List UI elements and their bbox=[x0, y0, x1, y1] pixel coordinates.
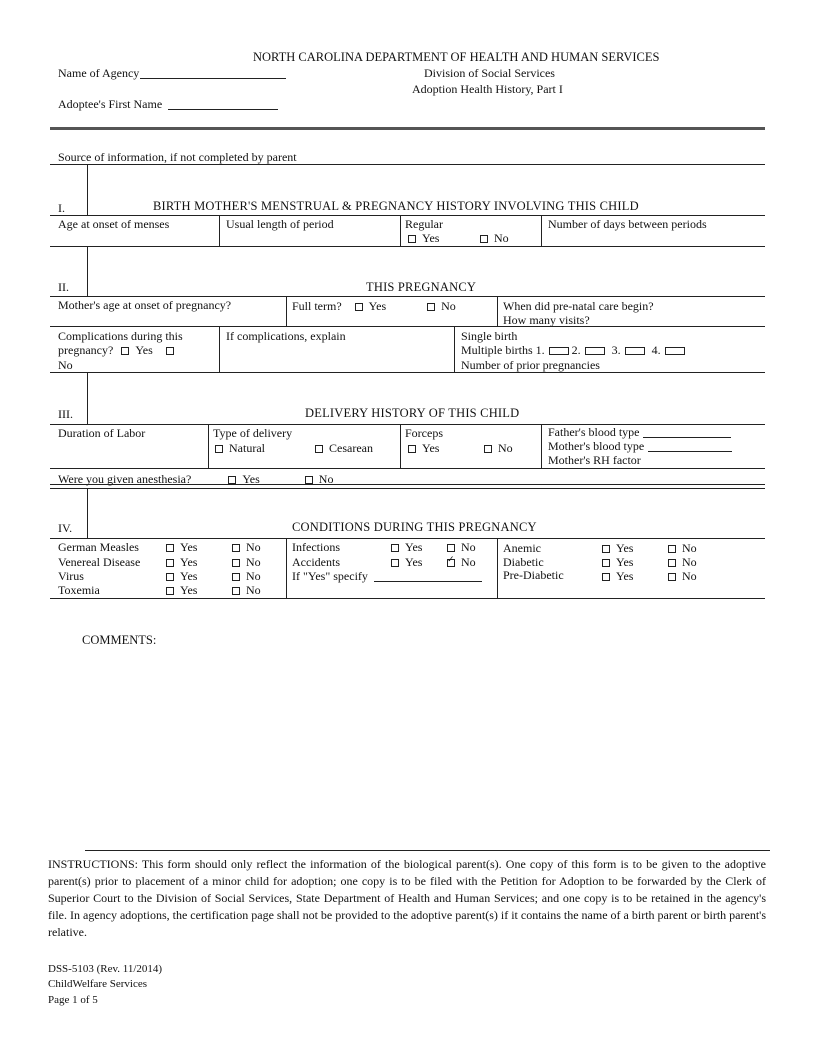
condition-yes[interactable] bbox=[166, 584, 197, 596]
agency-label: Name of Agency bbox=[58, 66, 140, 80]
delivery-type-label: Type of delivery bbox=[213, 426, 293, 440]
no-label: No bbox=[246, 540, 261, 554]
forceps-label: Forceps bbox=[405, 426, 443, 440]
no-label: No bbox=[318, 472, 334, 486]
no-label: No bbox=[682, 569, 697, 583]
divider bbox=[400, 424, 401, 468]
mother-blood-input[interactable] bbox=[648, 451, 732, 452]
specify-input[interactable] bbox=[374, 581, 482, 582]
forceps-yes-checkbox[interactable] bbox=[408, 445, 416, 453]
division-title: Division of Social Services bbox=[424, 66, 555, 80]
condition-yes-checkbox[interactable] bbox=[602, 573, 610, 581]
condition-label: Diabetic bbox=[503, 555, 544, 569]
condition-label: Anemic bbox=[503, 541, 541, 555]
multiple-2-label: 2. bbox=[571, 343, 581, 357]
no-label: No bbox=[246, 583, 261, 597]
condition-label: Infections bbox=[292, 540, 340, 554]
yes-label: Yes bbox=[422, 231, 440, 245]
anesthesia-yes-checkbox[interactable] bbox=[228, 476, 236, 484]
condition-no-checkbox[interactable] bbox=[232, 573, 240, 581]
regular-label: Regular bbox=[405, 217, 443, 231]
condition-yes-checkbox[interactable] bbox=[602, 559, 610, 567]
condition-no[interactable] bbox=[668, 556, 697, 568]
instructions-text: INSTRUCTIONS: This form should only reflect the information of the biological parent(s). One copy of this form is to be given to the adoptive parent(s) prior to placement of a minor child for adoption; one copy is to be filed with the Petition for Adoption to be forwarded by the Clerk of Superior Court to the Division of Social Services, State Department of Health and Human Services; and one copy is to be retained in the agency's file. In agency adoptions, the certification page shall not be provided to the adoptive parent(s) if it contains the name of a birth parent or birth parent's relative. bbox=[48, 857, 766, 939]
forceps-no-checkbox[interactable] bbox=[484, 445, 492, 453]
yes-label: Yes bbox=[422, 441, 440, 455]
section2-top-line bbox=[50, 296, 765, 297]
divider bbox=[454, 326, 455, 372]
condition-label: German Measles bbox=[58, 540, 139, 554]
section3-number: III. bbox=[58, 407, 73, 421]
complications-yes-checkbox[interactable] bbox=[121, 347, 129, 355]
comments-bottom-line bbox=[85, 850, 770, 851]
condition-yes-checkbox[interactable] bbox=[166, 559, 174, 567]
regular-no[interactable] bbox=[480, 232, 509, 244]
condition-no-checkbox[interactable] bbox=[668, 545, 676, 553]
condition-no[interactable] bbox=[232, 541, 261, 553]
condition-yes-checkbox[interactable] bbox=[166, 544, 174, 552]
multiple-3-label: 3. bbox=[611, 343, 621, 357]
section2-margin-line bbox=[87, 246, 88, 296]
divider bbox=[219, 215, 220, 246]
visits-label: How many visits? bbox=[503, 313, 590, 327]
condition-yes[interactable] bbox=[166, 541, 197, 553]
yes-label: Yes bbox=[616, 569, 634, 583]
divider bbox=[286, 296, 287, 326]
regular-yes-checkbox[interactable] bbox=[408, 235, 416, 243]
section4-top-line bbox=[50, 538, 765, 539]
labor-duration-label: Duration of Labor bbox=[58, 426, 146, 440]
full-term-label: Full term? bbox=[292, 299, 342, 313]
condition-label: Accidents bbox=[292, 555, 340, 569]
mother-blood-label: Mother's blood type bbox=[548, 439, 645, 453]
condition-no-checkbox[interactable] bbox=[447, 559, 455, 567]
section3-top-line bbox=[50, 424, 765, 425]
cesarean-checkbox[interactable] bbox=[315, 445, 323, 453]
full-term-yes-checkbox[interactable] bbox=[355, 303, 363, 311]
form-number: DSS-5103 (Rev. 11/2014) bbox=[48, 963, 163, 975]
no-label: No bbox=[461, 555, 476, 569]
yes-label: Yes bbox=[405, 540, 423, 554]
section1-bottom-line bbox=[50, 246, 765, 247]
multiple-births-field bbox=[461, 344, 685, 356]
condition-no-checkbox[interactable] bbox=[232, 587, 240, 595]
department-title: NORTH CAROLINA DEPARTMENT OF HEALTH AND HUMAN SERVICES bbox=[253, 50, 660, 64]
father-blood-field bbox=[548, 426, 731, 438]
explain-label: If complications, explain bbox=[226, 329, 346, 343]
section3-title: DELIVERY HISTORY OF THIS CHILD bbox=[305, 406, 520, 420]
complications-no-checkbox[interactable] bbox=[166, 347, 174, 355]
no-label: No bbox=[246, 569, 261, 583]
section1-top-line bbox=[50, 215, 765, 216]
father-blood-label: Father's blood type bbox=[548, 425, 640, 439]
full-term-field bbox=[292, 300, 456, 312]
prenatal-begin-label: When did pre-natal care begin? bbox=[503, 299, 654, 313]
condition-yes[interactable] bbox=[166, 556, 197, 568]
condition-yes-checkbox[interactable] bbox=[391, 559, 399, 567]
cesarean-label: Cesarean bbox=[329, 441, 373, 455]
divider bbox=[286, 538, 287, 598]
condition-no-checkbox[interactable] bbox=[232, 544, 240, 552]
forceps-yes[interactable] bbox=[408, 442, 439, 454]
usual-length-label: Usual length of period bbox=[226, 217, 334, 231]
condition-yes[interactable] bbox=[602, 542, 633, 554]
mother-blood-field bbox=[548, 440, 732, 452]
divider bbox=[497, 296, 498, 326]
divider bbox=[400, 215, 401, 246]
condition-yes[interactable] bbox=[391, 556, 422, 568]
condition-label: Venereal Disease bbox=[58, 555, 141, 569]
source-line bbox=[50, 164, 765, 165]
yes-label: Yes bbox=[180, 569, 198, 583]
yes-label: Yes bbox=[242, 472, 260, 486]
divider bbox=[541, 215, 542, 246]
section1-number: I. bbox=[58, 201, 65, 215]
yes-label: Yes bbox=[180, 555, 198, 569]
forceps-no[interactable] bbox=[484, 442, 513, 454]
single-birth-label: Single birth bbox=[461, 329, 518, 343]
divider bbox=[541, 424, 542, 468]
section2-number: II. bbox=[58, 280, 69, 294]
condition-yes[interactable] bbox=[166, 570, 197, 582]
days-between-label: Number of days between periods bbox=[548, 217, 707, 231]
row-line bbox=[50, 326, 765, 327]
specify-field bbox=[292, 570, 482, 582]
no-label: No bbox=[682, 555, 697, 569]
multiple-1-label: 1. bbox=[535, 343, 545, 357]
father-blood-input[interactable] bbox=[643, 437, 731, 438]
yes-label: Yes bbox=[616, 555, 634, 569]
yes-label: Yes bbox=[180, 540, 198, 554]
adoptee-input[interactable] bbox=[168, 109, 278, 110]
section3-bottom-line-2 bbox=[50, 488, 765, 489]
yes-label: Yes bbox=[368, 299, 387, 313]
specify-label: If "Yes" specify bbox=[292, 569, 368, 583]
multiple-4-box[interactable] bbox=[665, 347, 685, 355]
program-name: ChildWelfare Services bbox=[48, 978, 147, 990]
section3-bottom-line bbox=[50, 484, 765, 485]
yes-label: Yes bbox=[180, 583, 198, 597]
section4-margin-line bbox=[87, 488, 88, 538]
full-term-no-checkbox[interactable] bbox=[427, 303, 435, 311]
regular-yes[interactable] bbox=[408, 232, 439, 244]
condition-yes-checkbox[interactable] bbox=[602, 545, 610, 553]
complications-no-label: No bbox=[58, 358, 73, 372]
no-label: No bbox=[498, 441, 513, 455]
section1-margin-line bbox=[87, 165, 88, 215]
complications-label: Complications during this bbox=[58, 329, 183, 343]
condition-no-checkbox[interactable] bbox=[447, 544, 455, 552]
multiple-births-label: Multiple births bbox=[461, 343, 533, 357]
anesthesia-label: Were you given anesthesia? bbox=[58, 472, 192, 486]
divider bbox=[497, 538, 498, 598]
section2-title: THIS PREGNANCY bbox=[366, 280, 477, 294]
divider bbox=[208, 424, 209, 468]
mother-rh-label: Mother's RH factor bbox=[548, 453, 641, 467]
yes-label: Yes bbox=[616, 541, 634, 555]
condition-label: Toxemia bbox=[58, 583, 100, 597]
complications-field bbox=[58, 344, 180, 356]
delivery-natural[interactable] bbox=[215, 442, 265, 454]
condition-no-checkbox[interactable] bbox=[232, 559, 240, 567]
header-divider bbox=[50, 127, 765, 130]
multiple-2-box[interactable] bbox=[585, 347, 605, 355]
comments-label: COMMENTS: bbox=[82, 633, 157, 647]
no-label: No bbox=[441, 299, 456, 313]
condition-label: Pre-Diabetic bbox=[503, 568, 564, 582]
no-label: No bbox=[461, 540, 476, 554]
no-label: No bbox=[682, 541, 697, 555]
yes-label: Yes bbox=[135, 343, 153, 357]
regular-no-checkbox[interactable] bbox=[480, 235, 488, 243]
delivery-cesarean[interactable] bbox=[315, 442, 373, 454]
condition-yes[interactable] bbox=[602, 570, 633, 582]
condition-label: Virus bbox=[58, 569, 84, 583]
multiple-3-box[interactable] bbox=[625, 347, 645, 355]
condition-no[interactable] bbox=[668, 542, 697, 554]
no-label: No bbox=[494, 231, 509, 245]
adoptee-label: Adoptee's First Name bbox=[58, 97, 163, 111]
condition-no[interactable] bbox=[232, 584, 261, 596]
agency-input[interactable] bbox=[140, 78, 286, 79]
age-menses-label: Age at onset of menses bbox=[58, 217, 170, 231]
condition-no[interactable] bbox=[668, 570, 697, 582]
prior-pregnancies-label: Number of prior pregnancies bbox=[461, 358, 600, 372]
divider bbox=[219, 326, 220, 372]
condition-yes[interactable] bbox=[602, 556, 633, 568]
section3-margin-line bbox=[87, 372, 88, 424]
yes-label: Yes bbox=[405, 555, 423, 569]
no-label: No bbox=[246, 555, 261, 569]
form-title: Adoption Health History, Part I bbox=[412, 82, 563, 96]
condition-no[interactable] bbox=[232, 556, 261, 568]
condition-no[interactable] bbox=[447, 556, 476, 568]
page-number: Page 1 of 5 bbox=[48, 994, 98, 1006]
section4-number: IV. bbox=[58, 521, 73, 535]
section4-bottom-line bbox=[50, 598, 765, 599]
adoptee-field bbox=[58, 98, 278, 110]
condition-yes-checkbox[interactable] bbox=[166, 587, 174, 595]
condition-yes[interactable] bbox=[391, 541, 422, 553]
natural-checkbox[interactable] bbox=[215, 445, 223, 453]
condition-yes-checkbox[interactable] bbox=[166, 573, 174, 581]
condition-no-checkbox[interactable] bbox=[668, 573, 676, 581]
section2-bottom-line bbox=[50, 372, 765, 373]
multiple-4-label: 4. bbox=[651, 343, 661, 357]
mother-age-label: Mother's age at onset of pregnancy? bbox=[58, 298, 232, 312]
complications-label-2: pregnancy? bbox=[58, 343, 114, 357]
condition-no[interactable] bbox=[232, 570, 261, 582]
section1-title: BIRTH MOTHER'S MENSTRUAL & PREGNANCY HISTORY INVOLVING THIS CHILD bbox=[153, 199, 639, 213]
agency-field bbox=[58, 67, 286, 79]
condition-no-checkbox[interactable] bbox=[668, 559, 676, 567]
anesthesia-no-checkbox[interactable] bbox=[305, 476, 313, 484]
natural-label: Natural bbox=[229, 441, 265, 455]
condition-no[interactable] bbox=[447, 541, 476, 553]
condition-yes-checkbox[interactable] bbox=[391, 544, 399, 552]
section4-title: CONDITIONS DURING THIS PREGNANCY bbox=[292, 520, 537, 534]
multiple-1-box[interactable] bbox=[549, 347, 569, 355]
row-line bbox=[50, 468, 765, 469]
source-label: Source of information, if not completed by parent bbox=[58, 150, 297, 164]
